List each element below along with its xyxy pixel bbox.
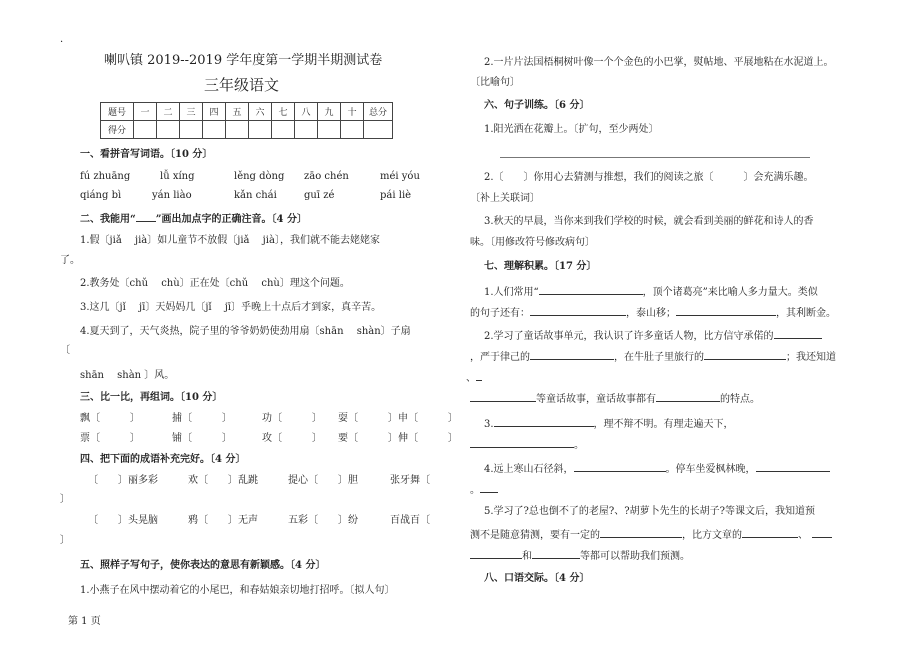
section-4-heading: 四、把下面的成语补充完好。〔4 分〕	[80, 454, 246, 465]
score-input-cell[interactable]	[364, 121, 393, 139]
section-2-heading-b: ”画出加点字的正确注音。〔4 分〕	[155, 214, 307, 225]
pinyin-item: qiáng bì	[80, 190, 122, 201]
s7-q2-a: 2.学习了童话故事单元，我认识了许多童话人物，比方信守承偌的	[484, 331, 774, 342]
s2-q2: 2.教务处〔chǔ chù〕正在处〔chǔ chù〕理这个问题。	[80, 278, 350, 289]
s2-q1-line2: 了。	[60, 255, 80, 266]
s7-q5-line3	[470, 547, 690, 563]
score-cell: 五	[226, 103, 249, 121]
idiom-item: 〔 〕丽多彩	[88, 475, 158, 486]
blank[interactable]	[656, 390, 720, 402]
score-table-header-row	[101, 103, 393, 121]
pinyin-item: lǚ xíng	[160, 171, 195, 182]
compare-item: 耍〔 〕申〔 〕	[338, 413, 458, 424]
s5-q2-line2: 〔比喻句〕	[470, 77, 520, 88]
pinyin-item: fú zhuāng	[80, 171, 131, 182]
section-5-heading: 五、照样子写句子，使你表达的意思有新颖感。〔4 分〕	[80, 560, 326, 571]
s7-q3-b: ，理不辩不明。有理走遍天下，	[593, 419, 734, 430]
section-6-heading: 六、句子训练。〔6 分〕	[484, 100, 590, 111]
s5-q1: 1.小燕子在风中摆动着它的小尾巴，和春姑娘亲切地打招呼。〔拟人句〕	[80, 585, 395, 596]
s7-q5-b: 测不是随意猜测，要有一定的	[470, 530, 600, 541]
underline-mark	[136, 210, 156, 222]
blank[interactable]	[774, 327, 822, 339]
s7-q1-line1	[484, 283, 818, 299]
score-cell: 八	[295, 103, 318, 121]
score-cell: 九	[318, 103, 341, 121]
s7-q1-d: ，泰山移；	[626, 308, 676, 319]
idiom-item: 五彩〔 〕纷	[288, 515, 358, 526]
idiom-item: 百战百〔	[390, 515, 430, 526]
s6-q2-line1: 2.〔 〕你用心去猜测与推想，我们的阅读之旅〔 〕会充满乐趣。	[484, 172, 814, 183]
s7-q2-line1	[484, 327, 822, 343]
blank[interactable]	[574, 460, 666, 472]
compare-item: 攻〔 〕	[262, 433, 322, 444]
blank[interactable]	[704, 348, 786, 360]
pinyin-item: kǎn chái	[234, 190, 277, 201]
blank[interactable]	[676, 304, 776, 316]
score-cell: 二	[157, 103, 180, 121]
s6-q2-line2: 〔补上关联词〕	[470, 193, 540, 204]
pinyin-item: pái liè	[380, 190, 412, 201]
s6-q1: 1.阳光洒在花瓣上。〔扩句，至少两处〕	[484, 124, 659, 135]
score-table	[100, 102, 393, 139]
s7-q2-f: 等童话故事，童话故事都有	[536, 394, 656, 405]
section-2-heading-a: 二、我能用“	[80, 214, 136, 225]
blank[interactable]	[476, 369, 482, 381]
score-cell: 六	[249, 103, 272, 121]
s7-q1-c: 的句子还有：	[470, 308, 530, 319]
blank[interactable]	[480, 481, 498, 493]
s7-q3-line1	[484, 415, 734, 431]
score-cell: 一	[134, 103, 157, 121]
s7-q1-line2	[470, 304, 836, 320]
s2-q4-line3: shān shàn 〕风。	[80, 370, 175, 381]
blank[interactable]	[812, 526, 832, 538]
blank[interactable]	[494, 415, 594, 427]
score-input-cell[interactable]	[249, 121, 272, 139]
score-cell: 四	[203, 103, 226, 121]
score-input-cell[interactable]	[157, 121, 180, 139]
s7-q1-a: 1.人们常用“	[484, 287, 539, 298]
s7-q1-b: ，顶个诸葛亮”来比喻人多力量大。类似	[642, 287, 818, 298]
compare-item: 票〔 〕	[80, 433, 140, 444]
exam-title: 喇叭镇 2019--2019 学年度第一学期半期测试卷	[104, 53, 383, 68]
idiom-item: 张牙舞〔	[390, 475, 430, 486]
blank[interactable]	[530, 304, 626, 316]
score-cell: 得分	[101, 121, 134, 139]
s7-q5-e: 和	[522, 551, 532, 562]
score-input-cell[interactable]	[295, 121, 318, 139]
s6-q3-line2: 味。〔用修改符号修改病句〕	[470, 237, 595, 248]
blank[interactable]	[470, 547, 522, 559]
section-3-heading: 三、比一比，再组词。〔10 分〕	[80, 392, 223, 403]
s7-q3-line2	[470, 436, 584, 452]
s7-q2-b: ，严于律己的	[470, 352, 530, 363]
idiom-item: 提心〔 〕胆	[288, 475, 358, 486]
compare-item: 要〔 〕伸〔 〕	[338, 433, 458, 444]
s7-q5-d: 、	[798, 530, 808, 541]
compare-item: 铺〔 〕	[172, 433, 232, 444]
blank[interactable]	[530, 348, 614, 360]
pinyin-item: méi yóu	[380, 171, 420, 182]
compare-item: 捕〔 〕	[172, 413, 232, 424]
s7-q1-e: ，其利断金。	[776, 308, 836, 319]
blank[interactable]	[470, 390, 536, 402]
s7-q5-f: 等都可以帮助我们预测。	[580, 551, 690, 562]
s7-q2-e: 、	[466, 373, 476, 384]
section-7-heading: 七、理解积累。〔17 分〕	[484, 261, 597, 272]
score-input-cell[interactable]	[203, 121, 226, 139]
blank[interactable]	[532, 547, 580, 559]
score-cell: 七	[272, 103, 295, 121]
s7-q2-line4	[470, 390, 760, 406]
s7-q3-c: 。	[574, 440, 584, 451]
s7-q2-line2	[470, 348, 836, 364]
pinyin-item: zāo chén	[304, 171, 349, 182]
s7-q5-line1: 5.学习了?总也倒不了的老屋?、?胡萝卜先生的长胡子?等课文后，我知道预	[484, 506, 815, 517]
compare-item: 飘〔 〕	[80, 413, 140, 424]
idiom-item: 鸦〔 〕无声	[188, 515, 258, 526]
s2-q1-line1: 1.假〔jiǎ jià〕如儿童节不放假〔jiǎ jià〕，我们就不能去姥姥家	[80, 235, 380, 246]
s7-q2-line3	[466, 369, 482, 385]
blank[interactable]	[539, 283, 643, 295]
blank[interactable]	[742, 526, 798, 538]
pinyin-item: lěng dòng	[234, 171, 285, 182]
s7-q2-c: ，在牛肚子里旅行的	[614, 352, 704, 363]
s7-q2-d: ；我还知道	[786, 352, 836, 363]
section-1-heading: 一、看拼音写词语。〔10 分〕	[80, 149, 213, 160]
s7-q4-a: 4.远上寒山石径斜，	[484, 464, 574, 475]
idiom-item: 欢〔 〕乱跳	[188, 475, 258, 486]
idiom-item-end: 〕	[60, 494, 70, 505]
s7-q2-g: 的特点。	[720, 394, 760, 405]
score-input-cell[interactable]	[180, 121, 203, 139]
section-2-heading	[80, 210, 307, 226]
score-cell: 题号	[101, 103, 134, 121]
s2-q4-line2: 〔	[60, 345, 70, 356]
score-input-cell[interactable]	[134, 121, 157, 139]
section-8-heading: 八、口语交际。〔4 分〕	[484, 573, 590, 584]
blank[interactable]	[600, 526, 682, 538]
idiom-item-end: 〕	[60, 535, 70, 546]
s7-q5-line2	[470, 526, 832, 542]
score-input-cell[interactable]	[341, 121, 364, 139]
idiom-item: 〔 〕头晃脑	[88, 515, 158, 526]
page-footer: 第 1 页	[68, 616, 101, 627]
answer-line[interactable]	[500, 157, 810, 158]
s7-q4-c: 。	[470, 485, 480, 496]
blank[interactable]	[756, 460, 830, 472]
s7-q5-c: ，比方文章的	[682, 530, 742, 541]
score-cell: 总分	[364, 103, 393, 121]
score-input-cell[interactable]	[318, 121, 341, 139]
s7-q4-line2	[470, 481, 498, 497]
pinyin-item: yán liào	[152, 190, 192, 201]
score-cell: 三	[180, 103, 203, 121]
score-table-score-row	[101, 121, 393, 139]
score-cell: 十	[341, 103, 364, 121]
compare-item: 功〔 〕	[262, 413, 322, 424]
exam-subtitle: 三年级语文	[204, 76, 280, 94]
s6-q3-line1: 3.秋天的早晨，当你来到我们学校的时候，就会看到美丽的鲜花和诗人的香	[484, 216, 814, 227]
blank[interactable]	[470, 436, 574, 448]
s7-q4-line1	[484, 460, 830, 476]
s2-q3: 3.这几〔jǐ jī〕天妈妈几〔jǐ jī〕乎晚上十点后才到家，真辛苦。	[80, 302, 382, 313]
s5-q2-line1: 2.一片片法国梧桐树叶像一个个金色的小巴掌，熨帖地、平展地粘在水泥道上。	[484, 57, 834, 68]
s7-q3-a: 3.	[484, 419, 494, 430]
stray-dot: ·	[60, 37, 64, 48]
score-input-cell[interactable]	[226, 121, 249, 139]
pinyin-item: guī zé	[304, 190, 335, 201]
s7-q4-b: 。停车坐爱枫林晚，	[665, 464, 756, 475]
s2-q4-line1: 4.夏天到了，天气炎热，院子里的爷爷奶奶使劲用扇〔shān shàn〕子扇	[80, 326, 411, 337]
score-input-cell[interactable]	[272, 121, 295, 139]
